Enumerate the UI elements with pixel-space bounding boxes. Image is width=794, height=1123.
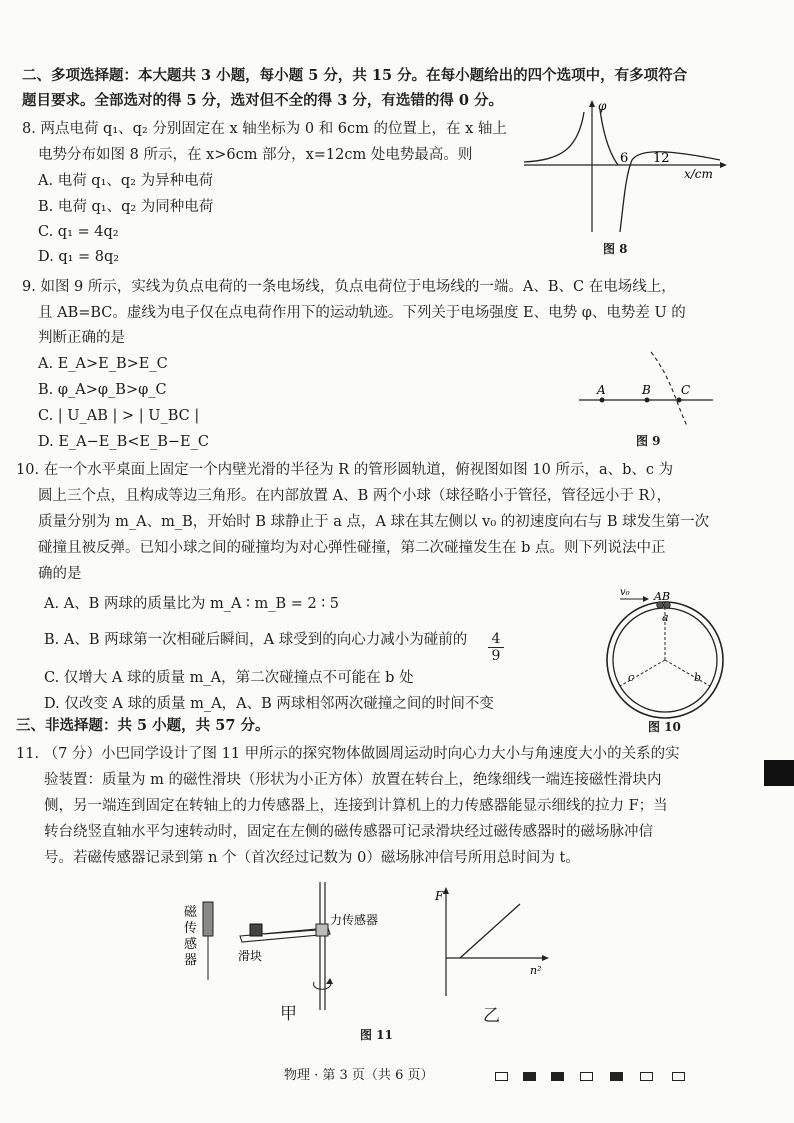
q8-stem-line2: 电势分布如图 8 所示，在 x>6cm 部分，x=12cm 处电势最高。则 — [38, 147, 473, 163]
fig10-label-c: c — [628, 671, 635, 684]
q11-stem-line2: 验装置：质量为 m 的磁性滑块（形状为小正方体）放置在转台上，绝缘细线一端连接磁性滑块内 — [44, 772, 662, 788]
q11-stem-line5: 号。若磁传感器记录到第 n 个（首次经过记数为 0）磁场脉冲信号所用总时间为 t。 — [44, 850, 580, 866]
footer-mark-5 — [610, 1072, 623, 1081]
fig9-label-c: C — [681, 383, 691, 397]
q9-option-c: C. | U_AB | > | U_BC | — [38, 408, 200, 424]
footer-mark-4 — [580, 1072, 593, 1081]
fig8-curve-left — [524, 112, 584, 162]
q8-option-b: B. 电荷 q₁、q₂ 为同种电荷 — [38, 199, 214, 215]
footer-mark-3 — [551, 1072, 564, 1081]
section2-header-line1: 二、多项选择题：本大题共 3 小题，每小题 5 分，共 15 分。在每小题给出的四个选项中，有多项符合 — [22, 67, 688, 84]
page-footer: 物理 · 第 3 页（共 6 页） — [284, 1068, 434, 1083]
fig9-point-c — [677, 398, 682, 403]
fraction-denominator: 9 — [491, 648, 501, 664]
fig11-magnetic-sensor — [203, 902, 213, 936]
q8-option-a: A. 电荷 q₁、q₂ 为异种电荷 — [38, 173, 214, 189]
fig8-curve-mid-up — [600, 110, 618, 165]
fig11b-x-arrow — [542, 955, 549, 961]
fig9-label-b: B — [642, 383, 651, 397]
q9-option-a: A. E_A>E_B>E_C — [38, 356, 168, 372]
fig8-tick-12: 12 — [653, 151, 670, 166]
fig10-radius-b — [665, 660, 710, 686]
q10-stem-line2: 圆上三个点，且构成等边三角形。在内部放置 A、B 两个小球（球径略小于管径，管径远小于 R）， — [38, 488, 672, 504]
q8-option-c: C. q₁ = 4q₂ — [38, 224, 119, 240]
fig8-x-arrow — [720, 162, 727, 168]
fig11-sensor-char-1: 磁 — [184, 905, 198, 920]
figure-11-apparatus — [180, 880, 400, 1010]
fig11-sensor-char-3: 感 — [184, 937, 198, 952]
q10-stem-line1: 10. 在一个水平桌面上固定一个内壁光滑的半径为 R 的管形圆轨道，俯视图如图 10 所示，a、b、c 为 — [16, 462, 674, 478]
fig11-label-jia: 甲 — [280, 1004, 297, 1024]
fig8-tick-6: 6 — [620, 151, 629, 166]
fig9-point-a — [600, 398, 605, 403]
page-edge-marker — [764, 760, 794, 786]
fig8-x-label: x/cm — [684, 167, 713, 181]
q10-stem-line5: 确的是 — [38, 566, 82, 582]
fig8-caption: 图 8 — [603, 242, 628, 256]
q9-option-d: D. E_A−E_B<E_B−E_C — [38, 434, 209, 450]
fig8-curve-right — [620, 152, 720, 232]
fig10-label-a: a — [662, 611, 669, 624]
figure-10-circular-track — [598, 586, 732, 720]
q8-option-d: D. q₁ = 8q₂ — [38, 249, 120, 265]
figure-9-field-line — [575, 350, 715, 430]
fig11-rotation-arrowhead — [326, 978, 333, 984]
fig10-v0-arrowhead — [643, 596, 649, 602]
fig11-sensor-char-2: 传 — [184, 921, 198, 936]
q10-stem-line4: 碰撞且被反弹。已知小球之间的碰撞均为对心弹性碰撞，第二次碰撞发生在 b 点。则下列说法中正 — [38, 540, 666, 556]
figure-8-potential-graph — [520, 98, 730, 248]
q10-option-d: D. 仅改变 A 球的质量 m_A，A、B 两球相邻两次碰撞之间的时间不变 — [44, 696, 494, 712]
fig10-caption: 图 10 — [648, 720, 681, 734]
fig11b-line — [460, 904, 520, 958]
fig9-label-a: A — [597, 383, 606, 397]
q10-option-a: A. A、B 两球的质量比为 m_A ∶ m_B = 2 ∶ 5 — [44, 596, 339, 612]
q10-option-b: B. A、B 两球第一次相碰后瞬间，A 球受到的向心力减小为碰前的 — [44, 632, 468, 648]
footer-mark-6 — [640, 1072, 653, 1081]
section2-header-line2: 题目要求。全部选对的得 5 分，选对但不全的得 3 分，有选错的得 0 分。 — [22, 92, 504, 109]
q11-stem-line1: 11. （7 分）小巴同学设计了图 11 甲所示的探究物体做圆周运动时向心力大小与角速度大小的关系的实 — [16, 746, 680, 762]
q9-stem-line3: 判断正确的是 — [38, 330, 125, 346]
fig11-force-sensor — [316, 924, 328, 936]
fig10-v0-label: v₀ — [620, 587, 630, 598]
fig8-y-label: φ — [598, 99, 607, 113]
footer-mark-7 — [672, 1072, 685, 1081]
fraction-numerator: 4 — [488, 631, 504, 648]
q9-option-b: B. φ_A>φ_B>φ_C — [38, 382, 167, 398]
fig11b-y-label: F — [435, 889, 444, 903]
fig10-radius-c — [620, 660, 665, 686]
fig11-label-yi: 乙 — [483, 1006, 500, 1026]
fig11-sensor-char-4: 器 — [184, 953, 198, 968]
q11-stem-line3: 侧，另一端连到固定在转轴上的力传感器上，连接到计算机上的力传感器能显示细线的拉力 F；当 — [44, 798, 668, 814]
fig9-caption: 图 9 — [636, 434, 661, 448]
section3-header: 三、非选择题：共 5 小题，共 57 分。 — [16, 717, 270, 734]
fig11-slider-label: 滑块 — [238, 949, 263, 963]
fig11-force-sensor-label: 力传感器 — [330, 913, 379, 927]
fig10-ab-label: AB — [654, 590, 671, 603]
footer-mark-1 — [495, 1072, 508, 1081]
q10-stem-line3: 质量分别为 m_A、m_B，开始时 B 球静止于 a 点，A 球在其左侧以 v₀ 的初速度向右与 B 球发生第一次 — [38, 514, 710, 530]
fig9-point-b — [645, 398, 650, 403]
q8-stem-line1: 8. 两点电荷 q₁、q₂ 分别固定在 x 轴坐标为 0 和 6cm 的位置上，在 x 轴上 — [22, 121, 507, 137]
figure-11-f-vs-n2-graph — [430, 884, 550, 1002]
q11-stem-line4: 转台绕竖直轴水平匀速转动时，固定在左侧的磁传感器可记录滑块经过磁传感器时的磁场脉冲信 — [44, 824, 653, 840]
fig10-label-b: b — [694, 671, 702, 684]
fig11b-y-arrow — [443, 887, 449, 894]
fig11-caption: 图 11 — [360, 1028, 393, 1042]
fig8-y-arrow — [589, 100, 595, 107]
q9-stem-line2: 且 AB=BC。虚线为电子仅在点电荷作用下的运动轨迹。下列关于电场强度 E、电势 φ、电势差 U 的 — [38, 305, 686, 321]
fig11-thread — [264, 930, 318, 934]
q10-option-b-fraction — [488, 631, 504, 664]
q9-stem-line1: 9. 如图 9 所示，实线为负点电荷的一条电场线，负点电荷位于电场线的一端。A、B、C 在电场线上， — [22, 279, 676, 295]
q10-option-c: C. 仅增大 A 球的质量 m_A，第二次碰撞点不可能在 b 处 — [44, 670, 414, 686]
fig11b-x-label: n² — [530, 964, 542, 977]
footer-mark-2 — [523, 1072, 536, 1081]
fig11-slider-block — [250, 924, 262, 936]
